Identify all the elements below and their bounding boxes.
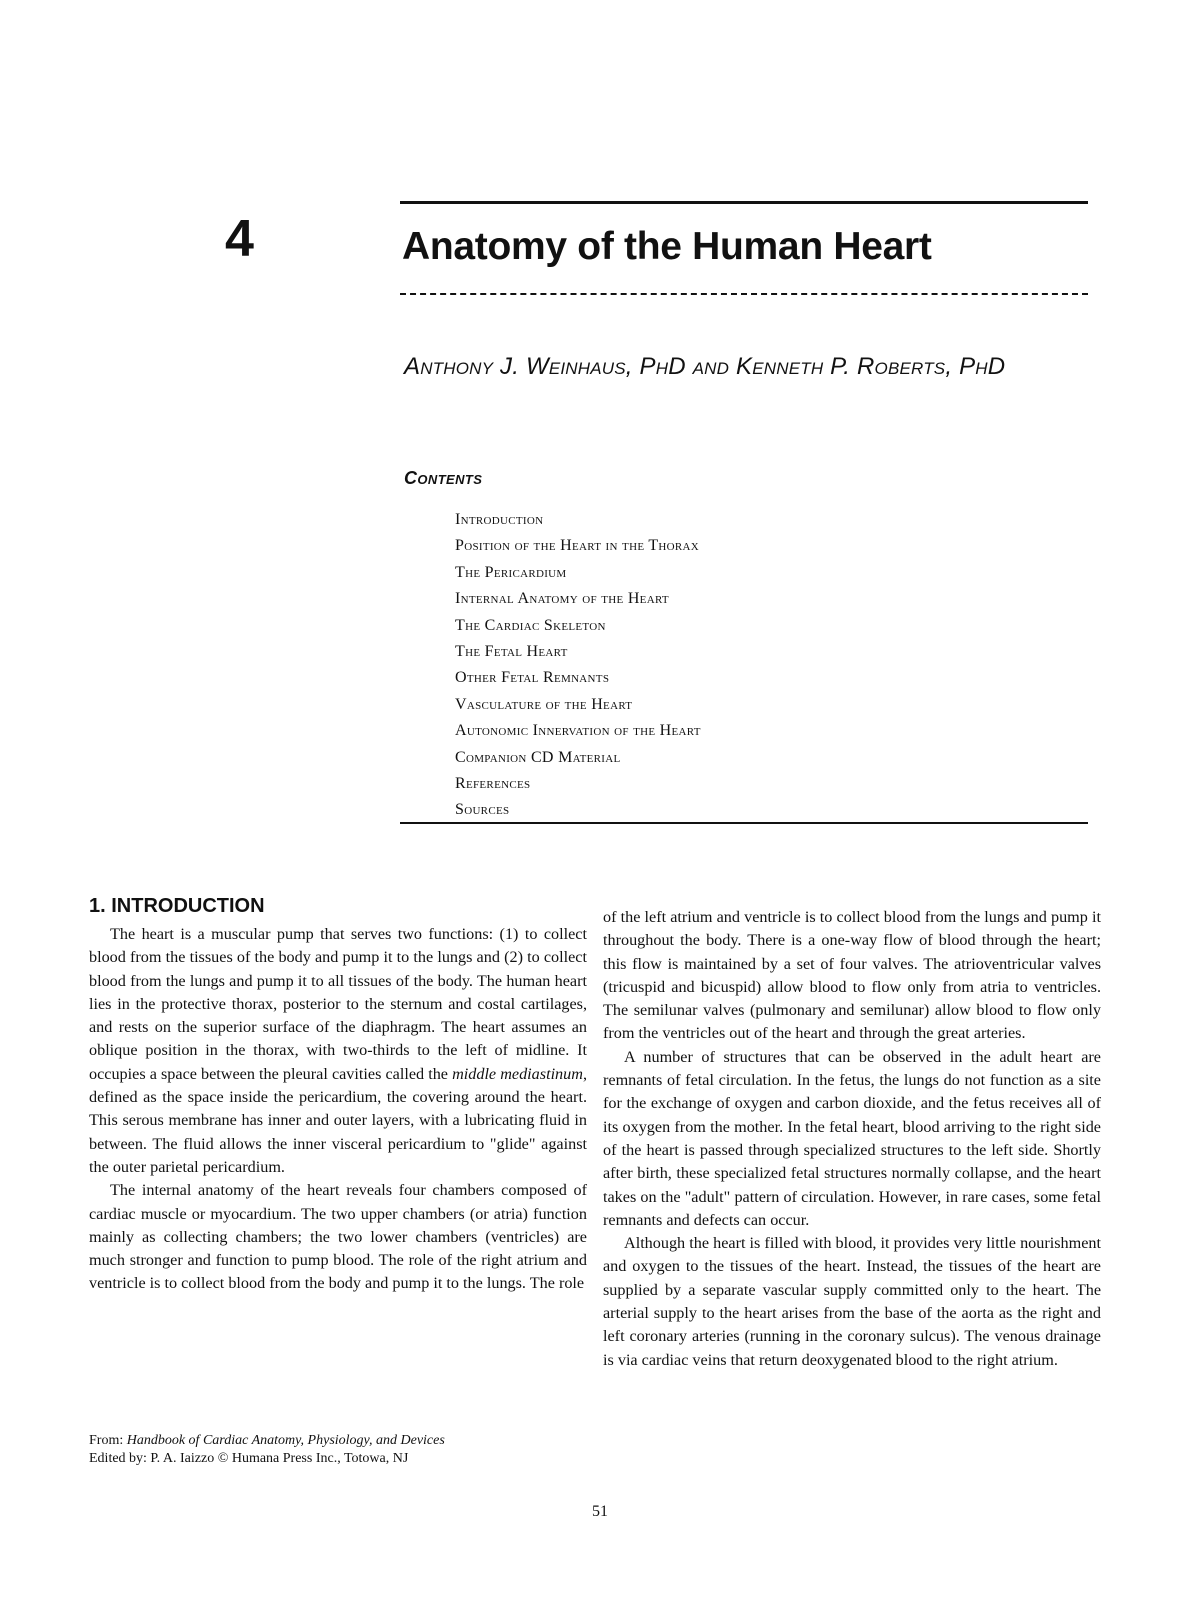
source-footnote [89, 1432, 589, 1468]
body-paragraph: The internal anatomy of the heart reveals four chambers composed of cardiac muscle or myocardium. The two upper chambers (or atria) function mainly as collecting chambers; the two lower chambers (ventricles) are much stronger and function to pump blood. The role of the right atrium and ventricle is to collect blood from the body and pump it to the lungs. The role [89, 1181, 587, 1293]
chapter-authors: Anthony J. Weinhaus, PhD and Kenneth P. Roberts, PhD [404, 353, 1006, 380]
contents-list [455, 507, 701, 824]
contents-item: The Pericardium [455, 563, 567, 581]
footnote-edited-line: Edited by: P. A. Iaizzo © Humana Press Inc., Totowa, NJ [89, 1451, 409, 1466]
contents-item: Vasculature of the Heart [455, 695, 633, 713]
contents-item: References [455, 775, 531, 793]
contents-bottom-rule [400, 822, 1088, 824]
contents-item: Position of the Heart in the Thorax [455, 537, 700, 555]
contents-item: Introduction [455, 511, 544, 528]
chapter-number: 4 [225, 210, 254, 268]
paragraph-text: , defined as the space inside the pericardium, the covering around the heart. This serous membrane has inner and outer layers, with a lubricating fluid in between. The fluid allows the inner visceral pericardium to "glide" against the outer parietal pericardium. [89, 1064, 587, 1176]
contents-item: Internal Anatomy of the Heart [455, 590, 669, 608]
contents-item: Companion CD Material [455, 748, 621, 766]
contents-heading: Contents [404, 468, 483, 488]
page-number: 51 [592, 1503, 608, 1520]
footnote-book-title: Handbook of Cardiac Anatomy, Physiology, and Devices [126, 1433, 445, 1448]
contents-item: The Fetal Heart [455, 643, 568, 661]
contents-item: Other Fetal Remnants [455, 669, 610, 687]
section-heading: 1. INTRODUCTION [89, 895, 265, 917]
paragraph-text: The heart is a muscular pump that serves two functions: (1) to collect blood from the tissues of the body and pump it to the lungs and (2) to collect blood from the lungs and pump it to all tissues of the body. The human heart lies in the protective thorax, posterior to the sternum and costal cartilages, and rests on the superior surface of the diaphragm. The heart assumes an oblique position in the thorax, with two-thirds to the left of midline. It occupies a space between the pleural cavities called the [89, 925, 587, 1083]
right-column [603, 906, 1101, 1372]
body-paragraph: A number of structures that can be observed in the adult heart are remnants of fetal circulation. In the fetus, the lungs do not function as a site for the exchange of oxygen and carbon dioxide, and the fetus receives all of its oxygen from the mother. In the fetal heart, blood arriving to the right side of the heart is passed through specialized structures to the left side. Shortly after birth, these specialized fetal structures normally collapse, and the heart takes on the "adult" pattern of circulation. However, in rare cases, some fetal remnants and defects can occur. [603, 1047, 1101, 1229]
chapter-title: Anatomy of the Human Heart [402, 225, 932, 268]
italic-term: middle mediastinum [452, 1064, 583, 1083]
body-paragraph: Although the heart is filled with blood, it provides very little nourishment and oxygen to the tissues of the heart. Instead, the tissues of the heart are supplied by a separate vascular supply committed only to the heart. The arterial supply to the heart arises from the base of the aorta as the right and left coronary arteries (running in the coronary sulcus). The venous drainage is via cardiac veins that return deoxygenated blood to the right atrium. [603, 1234, 1101, 1369]
footnote-from-label: From: [89, 1433, 127, 1448]
header-dashed-rule [400, 293, 1088, 295]
body-paragraph [89, 923, 587, 1179]
contents-item: Sources [455, 801, 510, 819]
left-column [89, 893, 587, 1296]
header-top-rule [400, 201, 1088, 204]
contents-item: Autonomic Innervation of the Heart [455, 722, 701, 740]
body-paragraph: of the left atrium and ventricle is to collect blood from the lungs and pump it throughout the body. There is a one-way flow of blood through the heart; this flow is maintained by a set of four valves. The atrioventricular valves (tricuspid and bicuspid) allow blood to flow only from atria to ventricles. The semilunar valves (pulmonary and semilunar) allow blood to flow only from the ventricles out of the heart and through the great arteries. [603, 908, 1101, 1043]
contents-item: The Cardiac Skeleton [455, 616, 606, 634]
